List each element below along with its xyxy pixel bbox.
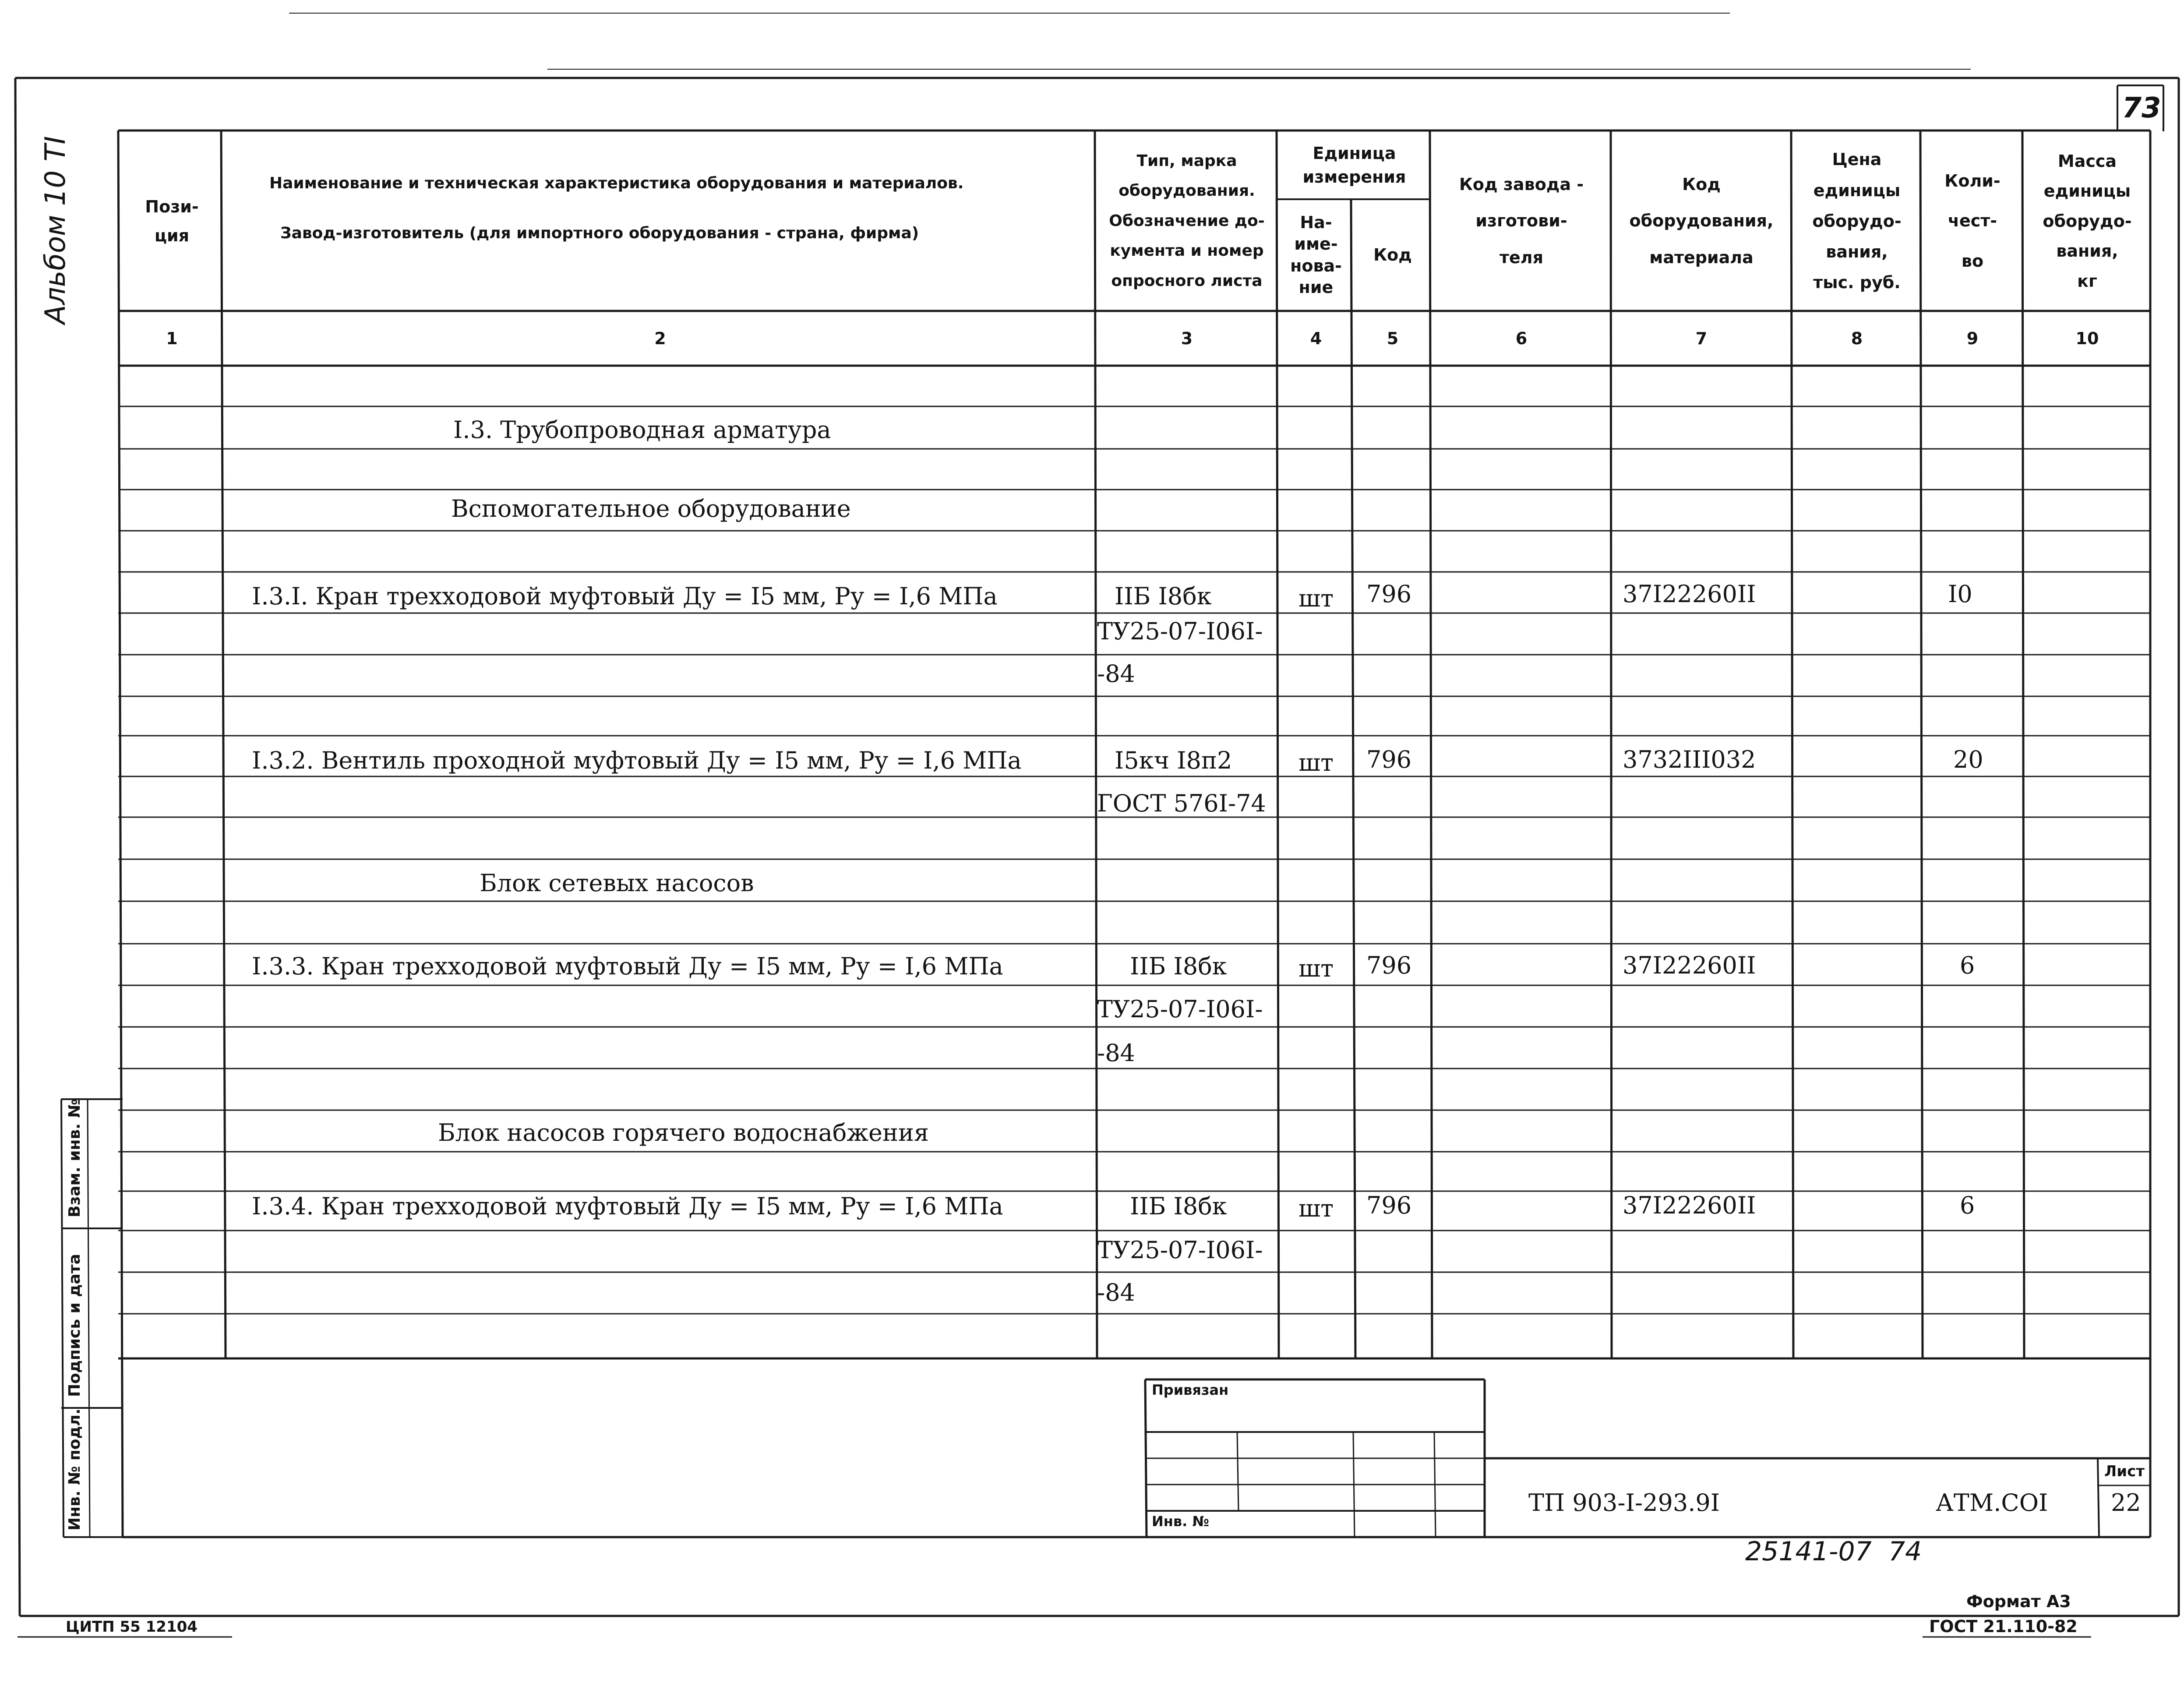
item-quantity: I0 bbox=[1948, 580, 1972, 608]
col-number-6: 6 bbox=[1515, 329, 1528, 348]
item-type: I5кч I8п2 bbox=[1115, 747, 1232, 774]
stamp-inv-podl: Инв. № подл. bbox=[66, 1408, 84, 1531]
section-heading: Блок сетевых насосов bbox=[480, 869, 754, 897]
section-heading: Блок насосов горячего водоснабжения bbox=[438, 1119, 929, 1146]
section-heading: I.3. Трубопроводная арматура bbox=[453, 416, 831, 444]
col-number-3: 3 bbox=[1181, 329, 1193, 348]
item-quantity: 20 bbox=[1953, 746, 1983, 773]
item-quantity: 6 bbox=[1960, 952, 1975, 979]
item-type-doc: -84 bbox=[1097, 1039, 1135, 1067]
item-type-doc: ТУ25-07-I06I- bbox=[1097, 617, 1263, 645]
header-unit-group: Единица измерения bbox=[1302, 144, 1406, 187]
item-type-doc: ТУ25-07-I06I- bbox=[1097, 1236, 1263, 1264]
item-unit: шт bbox=[1298, 585, 1334, 612]
document-mark: АТМ.СОI bbox=[1936, 1489, 2048, 1517]
handwritten-number: 25141-07 74 bbox=[1745, 1536, 1922, 1567]
header-mass: Масса единицы оборудо- вания, кг bbox=[2043, 152, 2132, 291]
privyazan-label: Привязан bbox=[1152, 1382, 1229, 1398]
inv-no-label: Инв. № bbox=[1152, 1513, 1209, 1530]
item-name: I.3.I. Кран трехходовой муфтовый Ду = I5 мм, Ру = I,6 МПа bbox=[252, 582, 998, 610]
item-type: IIБ I8бк bbox=[1130, 952, 1227, 980]
format-label: Формат А3 bbox=[1966, 1592, 2071, 1611]
item-type-doc: -84 bbox=[1097, 1279, 1135, 1306]
item-unit: шт bbox=[1298, 1195, 1334, 1222]
section-heading: Вспомогательное оборудование bbox=[451, 495, 851, 522]
header-maker-code: Код завода - изготови- теля bbox=[1459, 174, 1584, 267]
header-equipment-code: Код оборудования, материала bbox=[1629, 174, 1774, 267]
item-unit-code: 796 bbox=[1366, 746, 1412, 773]
list-label: Лист bbox=[2104, 1463, 2145, 1480]
printer-mark: ЦИТП 55 12104 bbox=[66, 1618, 198, 1636]
header-name-block bbox=[228, 131, 1093, 311]
col-number-10: 10 bbox=[2075, 329, 2099, 348]
item-unit-code: 796 bbox=[1366, 952, 1412, 979]
col-number-8: 8 bbox=[1851, 329, 1863, 348]
item-type-doc: -84 bbox=[1097, 660, 1135, 688]
header-price: Цена единицы оборудо- вания, тыс. руб. bbox=[1812, 150, 1902, 293]
header-quantity: Коли- чест- во bbox=[1944, 171, 2001, 271]
item-type-doc: ГОСТ 576I-74 bbox=[1097, 790, 1266, 817]
stamp-vzam-inv: Взам. инв. № bbox=[66, 1099, 84, 1217]
list-number: 22 bbox=[2111, 1489, 2141, 1517]
col-number-1: 1 bbox=[166, 329, 178, 348]
sheet-mark: 73 bbox=[2122, 92, 2161, 124]
header-position: Пози- ция bbox=[145, 197, 199, 245]
stamp-podpis-data: Подпись и дата bbox=[66, 1254, 84, 1397]
header-unit-name: На- име- нова- ние bbox=[1290, 212, 1342, 297]
header-unit-code: Код bbox=[1373, 245, 1412, 265]
col-number-9: 9 bbox=[1966, 329, 1979, 348]
col-number-5: 5 bbox=[1387, 329, 1399, 348]
item-unit: шт bbox=[1298, 749, 1334, 776]
document-code: ТП 903-I-293.9I bbox=[1528, 1489, 1720, 1517]
item-type: IIБ I8бк bbox=[1115, 582, 1212, 610]
item-type-doc: ТУ25-07-I06I- bbox=[1097, 995, 1263, 1023]
col-number-2: 2 bbox=[654, 329, 666, 348]
item-equipment-code: 37I22260II bbox=[1623, 952, 1756, 979]
item-name: I.3.4. Кран трехходовой муфтовый Ду = I5 мм, Ру = I,6 МПа bbox=[252, 1192, 1003, 1220]
item-unit-code: 796 bbox=[1366, 1192, 1412, 1219]
item-unit: шт bbox=[1298, 955, 1334, 982]
item-name: I.3.3. Кран трехходовой муфтовый Ду = I5 мм, Ру = I,6 МПа bbox=[252, 952, 1003, 980]
item-quantity: 6 bbox=[1960, 1192, 1975, 1219]
header-type: Тип, марка оборудования. Обозначение до- кумента и номер опросного листа bbox=[1109, 152, 1265, 290]
header-name-line1: Наименование и техническая характеристика оборудования и материалов. bbox=[269, 174, 964, 192]
album-mark: Альбом 10 ТI bbox=[39, 136, 72, 324]
col-number-7: 7 bbox=[1695, 329, 1708, 348]
gost-label: ГОСТ 21.110-82 bbox=[1929, 1617, 2078, 1636]
header-name-line2: Завод-изготовитель (для импортного оборудования - страна, фирма) bbox=[280, 224, 919, 242]
item-type: IIБ I8бк bbox=[1130, 1192, 1227, 1220]
col-number-4: 4 bbox=[1310, 329, 1322, 348]
item-unit-code: 796 bbox=[1366, 580, 1412, 608]
item-equipment-code: 3732III032 bbox=[1623, 746, 1756, 773]
item-name: I.3.2. Вентиль проходной муфтовый Ду = I5 мм, Ру = I,6 МПа bbox=[252, 747, 1022, 774]
item-equipment-code: 37I22260II bbox=[1623, 1192, 1756, 1219]
item-equipment-code: 37I22260II bbox=[1623, 580, 1756, 608]
